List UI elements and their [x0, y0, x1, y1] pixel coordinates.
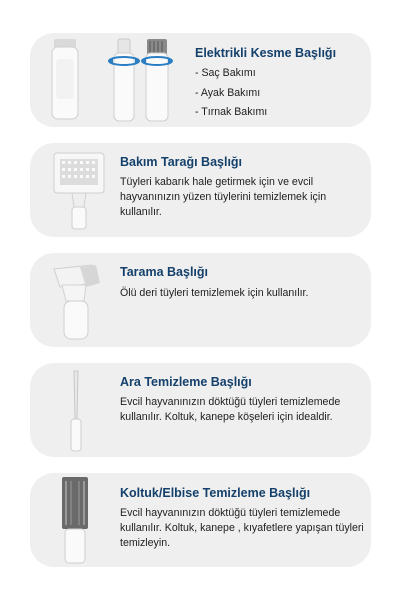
card-description: Evcil hayvanınızın döktüğü tüyleri temizlemede kullanılır. Koltuk, kanepe , kıyafetlere yapışan tüyleri temizleyin.	[120, 507, 364, 549]
crevice-head-icon	[66, 369, 86, 453]
card-title: Elektrikli Kesme Başlığı	[195, 46, 337, 60]
card-description: Evcil hayvanınızın döktüğü tüyleri temizlemede kullanılır. Koltuk, kanepe köşeleri için idealdir.	[120, 396, 341, 423]
lint-roller-head-icon	[58, 475, 92, 565]
brush-head-icon	[52, 261, 104, 341]
card-electric-trimmer	[30, 33, 371, 127]
card-brush-head	[30, 253, 371, 347]
list-item: - Tırnak Bakımı	[195, 106, 268, 118]
card-bullet-list	[195, 64, 267, 123]
card-description: Ölü deri tüyleri temizlemek için kullanılır.	[120, 287, 309, 299]
card-lint-roller-head	[30, 473, 371, 567]
card-grooming-comb	[30, 143, 371, 237]
electric-trimmer-head-icon	[40, 37, 190, 123]
card-title: Tarama Başlığı	[120, 265, 209, 279]
card-title: Ara Temizleme Başlığı	[120, 375, 252, 389]
card-title: Bakım Tarağı Başlığı	[120, 155, 243, 169]
card-crevice-head	[30, 363, 371, 457]
card-description: Tüyleri kabarık hale getirmek için ve evcil hayvanınızın yüzen tüylerini temizlemek için kullanılır.	[120, 176, 327, 218]
list-item: - Ayak Bakımı	[195, 86, 261, 99]
list-item: - Saç Bakımı	[195, 67, 256, 79]
grooming-comb-head-icon	[50, 151, 110, 231]
card-title: Koltuk/Elbise Temizleme Başlığı	[120, 486, 311, 500]
